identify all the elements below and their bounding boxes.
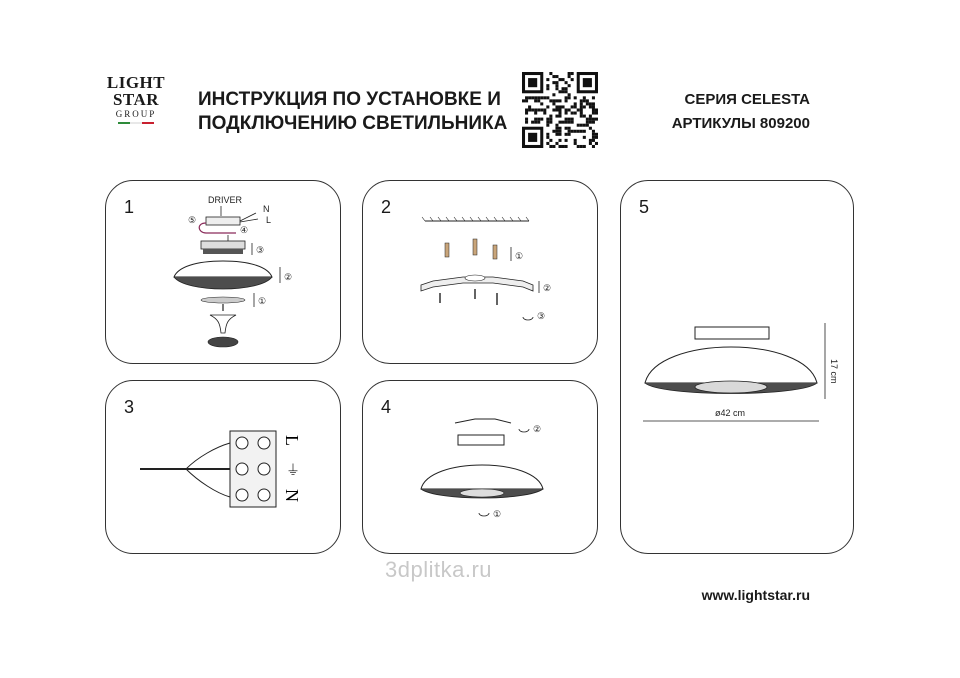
title-line-1: ИНСТРУКЦИЯ ПО УСТАНОВКЕ И bbox=[198, 89, 501, 110]
step-panel-4 bbox=[362, 380, 598, 554]
wall-plug bbox=[493, 245, 497, 259]
diameter-label: ø42 cm bbox=[715, 408, 746, 418]
lamp-shade bbox=[174, 261, 272, 277]
terminal-l-label: L bbox=[282, 435, 302, 446]
website-link[interactable]: www.lightstar.ru bbox=[701, 587, 810, 603]
bracket bbox=[455, 419, 511, 423]
step-1-badge: ① bbox=[258, 296, 267, 306]
rotate-icon bbox=[479, 513, 489, 516]
mount-base bbox=[201, 241, 245, 249]
height-label: 17 cm bbox=[829, 359, 839, 384]
lamp-shade bbox=[645, 347, 817, 383]
center-diffuser bbox=[210, 315, 236, 333]
italian-flag-stripe bbox=[105, 122, 167, 124]
step-1-badge: ① bbox=[493, 509, 502, 519]
step-3-badge: ③ bbox=[537, 311, 546, 321]
step-panel-5 bbox=[620, 180, 854, 554]
rotate-icon bbox=[519, 429, 529, 432]
wiring-diagram bbox=[106, 381, 342, 555]
logo-line-3: GROUP bbox=[115, 109, 157, 119]
instruction-title bbox=[198, 88, 518, 136]
step-panel-2 bbox=[362, 180, 598, 364]
qr-code-icon[interactable] bbox=[522, 72, 598, 148]
lightstar-logo bbox=[105, 74, 167, 148]
diffuser bbox=[695, 381, 767, 393]
wire-l-label: L bbox=[266, 215, 272, 225]
wire-n-label: N bbox=[263, 204, 270, 214]
step-2-badge: ② bbox=[533, 424, 542, 434]
mount-base bbox=[458, 435, 504, 445]
product-info bbox=[650, 88, 810, 136]
wall-plug bbox=[473, 239, 477, 255]
step-3-badge: ③ bbox=[256, 245, 265, 255]
article-number: АРТИКУЛЫ 809200 bbox=[671, 115, 810, 132]
step-2-badge: ② bbox=[284, 272, 293, 282]
wall-plug bbox=[445, 243, 449, 257]
panel-number: 3 bbox=[124, 397, 135, 417]
panel-number: 4 bbox=[381, 397, 392, 417]
bracket-mounting-diagram bbox=[363, 181, 599, 365]
driver-box bbox=[206, 217, 240, 225]
title-line-2: ПОДКЛЮЧЕНИЮ СВЕТИЛЬНИКА bbox=[198, 113, 508, 134]
lamp-shade bbox=[421, 465, 543, 489]
lamp-fixing-diagram bbox=[363, 381, 599, 555]
earth-symbol: ⏚ bbox=[286, 462, 300, 478]
driver-label: DRIVER bbox=[208, 195, 243, 205]
panel-number: 5 bbox=[639, 197, 650, 217]
terminal-n-label: N bbox=[282, 489, 302, 502]
logo-line-2: STAR bbox=[112, 90, 160, 109]
panel-number: 2 bbox=[381, 197, 392, 217]
step-1-badge: ① bbox=[515, 251, 524, 261]
step-panel-3 bbox=[105, 380, 341, 554]
series-name: СЕРИЯ CELESTA bbox=[684, 91, 810, 108]
panel-number: 1 bbox=[124, 197, 135, 217]
step-2-badge: ② bbox=[543, 283, 552, 293]
step-4-badge: ④ bbox=[240, 225, 249, 235]
step-5-badge: ⑤ bbox=[188, 215, 197, 225]
rotate-icon bbox=[523, 317, 533, 320]
ceiling-mount bbox=[695, 327, 769, 339]
watermark: 3dplitka.ru bbox=[385, 557, 493, 582]
mount-plate bbox=[203, 249, 243, 254]
dimensions-diagram bbox=[621, 181, 855, 555]
step-panel-1 bbox=[105, 180, 341, 364]
logo-line-1: LIGHT bbox=[106, 73, 166, 92]
diffuser-ring bbox=[201, 297, 245, 303]
mounting-assembly-diagram bbox=[106, 181, 342, 365]
